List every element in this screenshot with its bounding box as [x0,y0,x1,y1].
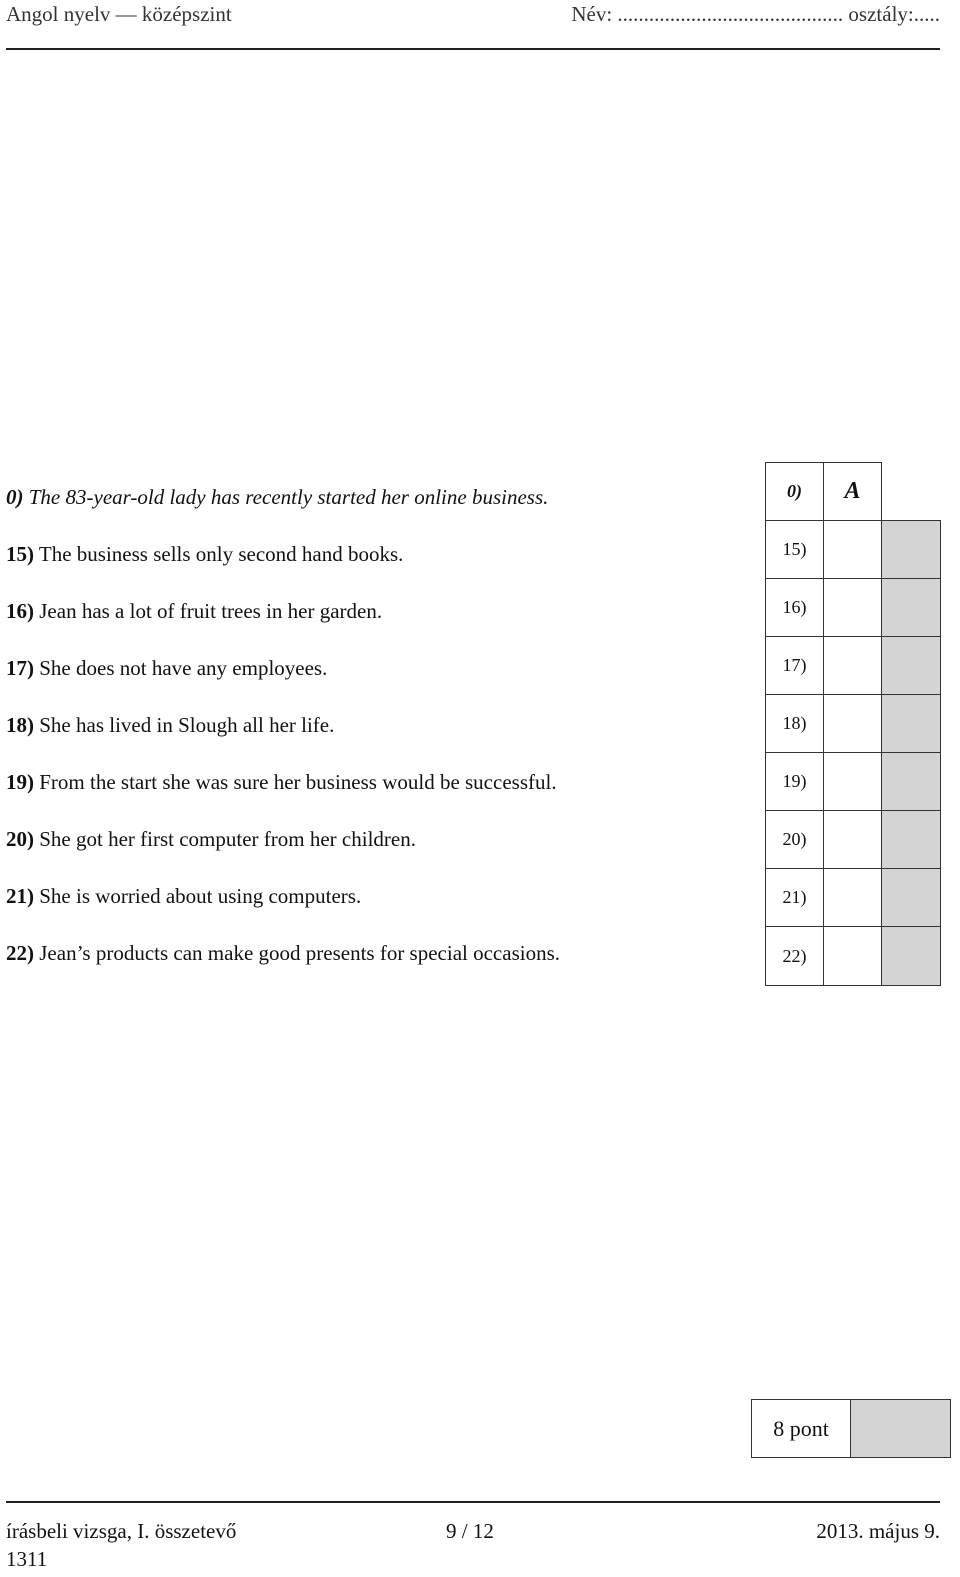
statement-text: Jean’s products can make good presents for special occasions. [39,941,561,965]
statement-number: 18) [6,713,34,737]
answer-grid [765,462,943,990]
page-number: 9 / 12 [446,1519,494,1543]
answer-grid-label: 16) [765,578,824,637]
statement-item [6,582,382,640]
answer-box[interactable] [823,578,882,637]
name-class-field: Név: ........................................... osztály:..... [571,2,940,26]
exam-code: 1311 [6,1547,48,1571]
exam-component: írásbeli vizsga, I. összetevő [6,1519,237,1543]
total-score-box [851,1399,951,1458]
statement-item [6,810,416,868]
answer-grid-label: 19) [765,752,824,811]
score-box [881,636,941,695]
statement-number: 0) [6,485,24,509]
statement-text: She does not have any employees. [39,656,328,680]
statement-number: 19) [6,770,34,794]
answer-grid-label: 22) [765,926,824,986]
answer-box[interactable] [823,926,882,986]
score-box [881,926,941,986]
header-divider [6,48,940,50]
score-box [881,810,941,869]
answer-box[interactable] [823,694,882,753]
statement-text: Jean has a lot of fruit trees in her garden. [39,599,383,623]
answer-grid-example-answer: A [823,462,882,521]
statement-item [6,867,361,925]
statement-item [6,525,403,583]
statement-number: 22) [6,941,34,965]
statement-number: 20) [6,827,34,851]
answer-grid-label: 17) [765,636,824,695]
statement-text: She has lived in Slough all her life. [39,713,335,737]
answer-grid-label: 21) [765,868,824,927]
statement-text: She is worried about using computers. [39,884,362,908]
score-box [881,752,941,811]
answer-grid-label: 20) [765,810,824,869]
statement-number: 16) [6,599,34,623]
statement-text: The business sells only second hand books. [38,542,404,566]
footer-divider [6,1501,940,1503]
statement-number: 21) [6,884,34,908]
statement-text: She got her first computer from her children. [39,827,416,851]
answer-grid-example-label: 0) [765,462,824,521]
total-score-label: 8 pont [751,1399,851,1458]
answer-grid-label: 15) [765,520,824,579]
subject-title: Angol nyelv — középszint [6,2,232,26]
answer-box[interactable] [823,520,882,579]
statement-item [6,924,560,982]
score-box [881,578,941,637]
score-box [881,694,941,753]
answer-box[interactable] [823,868,882,927]
statement-item [6,639,327,697]
statement-text: From the start she was sure her business would be successful. [39,770,557,794]
score-box [881,520,941,579]
statement-number: 15) [6,542,34,566]
statement-item [6,696,334,754]
score-box [881,868,941,927]
statement-item [6,753,557,811]
statement-number: 17) [6,656,34,680]
page-header [6,0,940,30]
answer-box[interactable] [823,810,882,869]
answer-box[interactable] [823,636,882,695]
statement-example [6,468,548,526]
answer-box[interactable] [823,752,882,811]
statement-text: The 83-year-old lady has recently started her online business. [28,485,549,509]
total-score [751,1399,951,1458]
exam-date: 2013. május 9. [816,1519,940,1543]
answer-grid-label: 18) [765,694,824,753]
